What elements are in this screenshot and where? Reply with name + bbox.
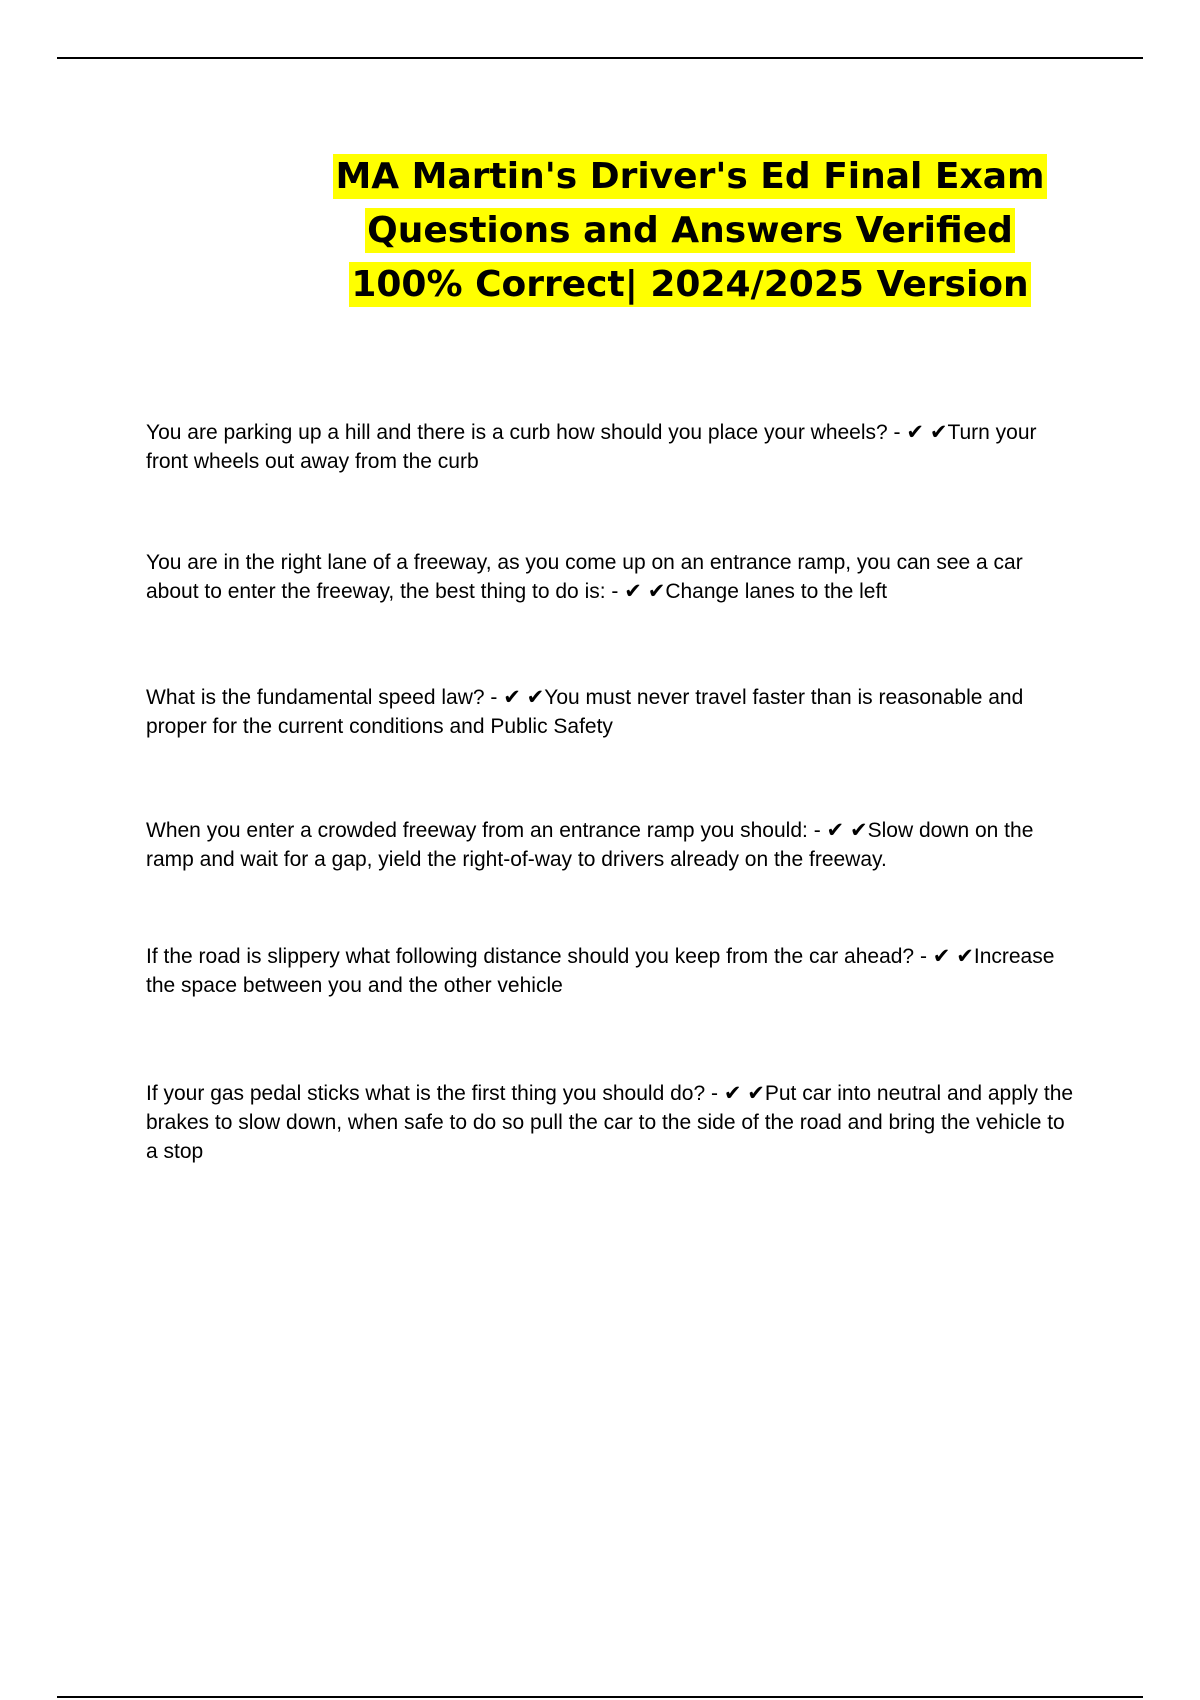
question-text: What is the fundamental speed law? (146, 686, 485, 709)
separator: - (484, 686, 504, 709)
question-text: If the road is slippery what following distance should you keep from the car ahead? (146, 945, 915, 968)
check-mark-icon: ✔ (624, 579, 642, 603)
answer-text: You must never travel faster than is reasonable and proper for the current conditions and Public Safety (146, 686, 1024, 738)
qa-item (146, 683, 1076, 741)
check-mark-icon: ✔ (723, 1081, 742, 1105)
check-mark-icon: ✔ (747, 1081, 765, 1105)
check-mark-icon: ✔ (526, 685, 545, 709)
check-mark-icon: ✔ (929, 420, 948, 444)
check-mark-icon: ✔ (932, 944, 951, 968)
answer-text: Increase the space between you and the other vehicle (146, 945, 1055, 997)
separator: - (605, 580, 625, 603)
bottom-rule (57, 1696, 1143, 1698)
answer-text: Put car into neutral and apply the brakes to slow down, when safe to do so pull the car to the side of the road and bring the vehicle to a stop (146, 1082, 1074, 1163)
question-text: You are in the right lane of a freeway, as you come up on an entrance ramp, you can see a car about to enter the freeway, the best thing to do is: (146, 551, 1023, 603)
qa-item (146, 548, 1076, 606)
question-text: When you enter a crowded freeway from an entrance ramp you should: (146, 819, 808, 842)
answer-text: Turn your front wheels out away from the curb (146, 421, 1037, 473)
top-rule (57, 57, 1143, 59)
answer-text: Change lanes to the left (665, 580, 888, 603)
separator: - (705, 1082, 724, 1105)
qa-item (146, 942, 1076, 1000)
qa-item (146, 816, 1076, 874)
page-title-text: MA Martin's Driver's Ed Final Exam Questions and Answers Verified 100% Correct| 2024/2025 Version (335, 156, 1045, 305)
question-text: If your gas pedal sticks what is the first thing you should do? (146, 1082, 706, 1105)
separator: - (887, 421, 907, 444)
check-mark-icon: ✔ (906, 420, 924, 444)
check-mark-icon: ✔ (647, 579, 666, 603)
check-mark-icon: ✔ (503, 685, 521, 709)
page-title (330, 150, 1050, 312)
separator: - (807, 819, 827, 842)
qa-item (146, 1079, 1076, 1166)
answer-text: Slow down on the ramp and wait for a gap, yield the right-of-way to drivers already on the freeway. (146, 819, 1034, 871)
check-mark-icon: ✔ (849, 818, 868, 842)
separator: - (914, 945, 933, 968)
check-mark-icon: ✔ (956, 944, 974, 968)
qa-item (146, 418, 1076, 476)
check-mark-icon: ✔ (826, 818, 845, 842)
question-text: You are parking up a hill and there is a curb how should you place your wheels? (146, 421, 888, 444)
